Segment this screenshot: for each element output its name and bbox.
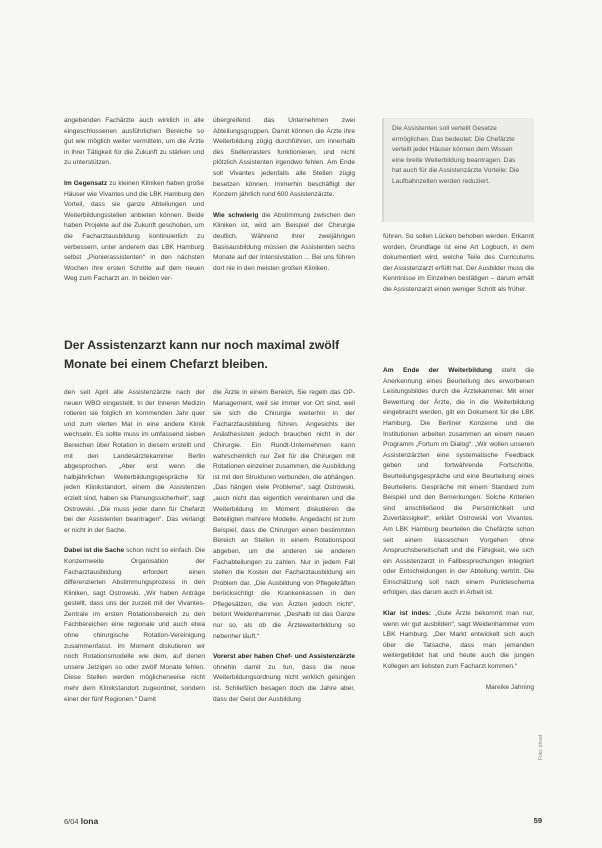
column-1-top bbox=[64, 116, 204, 295]
page-number: 59 bbox=[533, 816, 542, 825]
pull-quote-headline: Der Assistenzarzt kann nur noch maximal zwölf Monate bei einem Chefarzt bleiben. bbox=[64, 338, 340, 371]
magazine-name: lona bbox=[80, 816, 99, 826]
photo-credit: Foto: privat bbox=[538, 734, 544, 760]
paragraph-lead: Klar ist indes: bbox=[383, 610, 432, 618]
paragraph bbox=[64, 546, 205, 705]
paragraph bbox=[213, 652, 355, 705]
paragraph bbox=[64, 179, 204, 285]
issue-number: 6/04 bbox=[64, 817, 79, 826]
column-2-bottom bbox=[213, 388, 355, 715]
author-signature: Mareike Jahning bbox=[485, 683, 534, 691]
paragraph: führen. So sollen Lücken behoben werden. Erkannt worden, Grundlage ist eine Art Logbuch, in dem dokumentiert wird, welche Teile des Curriculums der Assistenzarzt erfüllt hat. Der Ausbilder muss die Kenntnisse im Einzelnen bestätigen – darum erhält die Assistenzarzt einen weniger Schritt als früher. bbox=[383, 233, 534, 293]
column-3-bottom bbox=[383, 366, 534, 693]
info-box bbox=[382, 118, 534, 222]
paragraph-lead: Vorerst aber haben Chef- und Assistenzärzte bbox=[213, 653, 355, 661]
info-box-text: Die Assistenten soll verteilt Gesetze ermöglichen. Das bedeutet: Die Chefärzte verteilt jeder Häuser können dem Wissen eine breite Weiterbildung beantragen. Das hat auch für die Assistenzärzte Vorteile: Die Laufbahnzeiten werden reduziert. bbox=[392, 125, 520, 185]
paragraph: die Ärzte in einem Bereich, Sie regeln das OP-Management, weil sie immer vor Ort sind, weil sie sich die Chirurgie weiterhin in der Facharztausbildung führen. Angesichts der Anästhesisten jedoch brauchen nicht in der Chirurgie. Ein Rundt-Unternehmen kann wahrscheinlich nur Zeit für die Chirurgen mit Rotationen einzelner zusammen, die Ausbildung ist mit den Strukturen verbunden, die abhängen. „Das hängen viele Probleme“, sagt Ostrowski, „auch nicht das eigentlich vereinbaren und die Weiterbildung im Moment diskutieren die Beteiligten mehrere Modelle. Angedacht ist zum Beispiel, dass die Chirurgen einen bestimmten Bereich an Stellen in einem Rotationspool abgeben, um die anderen sie anderen Fachabteilungen zu zahlen. Nur in jedem Fall stellen die Kosten der Facharztausbildung ein Problem dar. „Die Ausbildung von Pflegekräften berücksichtigt die Krankenkassen in den Pflegesätzen, die von Ärzten jedoch nicht“, betont Weidenhammer. „Deshalb ist das Ganze nur so, als ob die Ärzteweiterbildung so nebenher läuft.“ bbox=[213, 389, 355, 640]
paragraph: den seit April alle Assistenzärzte nach der neuen WBO eingestellt. In der Inneren Medizin rotieren sie folglich im kommenden Jahr quer und zum vierten Mal in eine andere Klinik wechseln. Es sollte muss im umfassend sieben Bereichen über Rotation in diesem erstellt und mit den Landesärztekammer Berlin abgesprochen. „Aber erst wenn die halbjährlichen Weiterbildungsgespräche für jeden Klinikstandort, einem die Assistenzen erzielt sind, haben sie Planungssicherheit“, sagt Ostrowski. „Die muss jeder dann für Chefarzt bei der Assistenten beantragen“. Das verlangt er nicht in der Sache. bbox=[64, 389, 205, 534]
column-2-top bbox=[213, 116, 355, 284]
paragraph-lead: Wie schwierig bbox=[213, 211, 259, 219]
paragraph-body: ohnehin damit zu tun, dass die neue Weiterbildungsordnung nicht wirklich gelungen ist. Schließlich besagen doch die Jahre aber, dass der Geist der Ausbildung bbox=[213, 663, 355, 703]
paragraph bbox=[383, 609, 534, 673]
paragraph-body: die Abstimmung zwischen den Kliniken ist, wird am Beispiel der Chirurgie deutlich. Während ihrer zweijährigen Basisausbildung müssen die Assistenten sechs Monate auf der Intensivstation ... Bei uns führen dort nie in den meisten großen Kliniken. bbox=[213, 211, 355, 272]
paragraph-lead: Im Gegensatz bbox=[64, 179, 108, 187]
paragraph-body: steht die Anerkennung eines Beurteilung des erworbenen Leistungsbildes durch die Ärztekammer. Mit einer Bewertung der Ärzte, die in die Weiterbildung eingebracht werden, gilt ein Dokument für die LBK Hamburg. Die Berliner Konzerne und die Institutionen arbeiten zusammen an einem neuen Programm „Fortum im Dialog“. „Wir wollen unseren Assistenzärzten eine systematische Feedback geben und fortwährende Fortschritte, Beurteilungsgespräche und eine Beurteilung eines Beurteilens. Gespräche mit einem Standard zum Beispiel und den Bemerkungen. Solche Kriterien sind anschließend die Persönlichkeit und Zuverlässigkeit“, erklärt Ostrowski von Vivantes. Am LBK Hamburg beurteilen die Chefärzte schon seit einem klassischen Vorgehen ohne Anspruchsbereitschaft und die Fähigkeit, wie sich ein Assistenzarzt in Fallbesprechungen integriert oder Entscheidungen in der Abteilung vertritt. Die Einschätzung soll nach einem Punkteschema erfolgen, das darum auch in Arbeit ist. bbox=[383, 367, 534, 597]
paragraph-lead: Am Ende der Weiterbildung bbox=[383, 367, 493, 374]
column-1-bottom bbox=[64, 388, 205, 715]
paragraph-body: schon nicht so einfach. Die Konzernweite Organisation der Facharztausbildung erfordert einen differenzierten Abstimmungsprozess in den Kliniken, sagt Ostrowski. „Wir haben Anträge gestellt, dass uns der zurzeit mit der Vivantes-Zentrale im ersten Rotationsbereich zu den Fachbereichen eine regionale und auch etwa ohne chirurgische Rotation-Vereinigung zusammenfasst. Im Moment diskutieren wir noch Rotationsmodelle wie dem, auf denen unsere Jetzigen so oder zwölf Monate fehlen. Diese Stellen werden möglicherweise nicht mehr dem Klinikstandort zugeordnet, sondern einer der fünf Regionen.“ Damit bbox=[64, 547, 205, 703]
column-3-top bbox=[383, 232, 534, 306]
paragraph bbox=[383, 366, 534, 599]
footer-left bbox=[64, 816, 98, 826]
paragraph: angebenden Fachärzte auch wirklich in alle eingeschlossenen ausführlichen Bereiche so gut wie möglich weiter vermitteln, um die Ärzte in ihrer Tätigkeit für die Zukunft zu stärken und zu unterstützen. bbox=[64, 117, 204, 167]
paragraph: übergreifend das Unternehmen zwei Abteilungsgruppen. Damit können die Ärzte ihre Weiterbildung zügig durchführen, um innerhalb des Stellenrasters funktionieren, und nicht plötzlich Assistenten irgendwo fehlen. Am Ende soll Vivantes jedenfalls alle Stellen zügig besetzen können. Immerhin beschäftigt der Konzern jährlich rund 600 Assistenzärzte. bbox=[213, 117, 355, 199]
paragraph-body: zu kleinen Kliniken haben große Häuser wie Vivantes und die LBK Hamburg den Vorteil, dass sie ganze Abteilungen und Weiterbildungsstellen anbieten können. Beide haben Projekte auf die Zukunft geschoben, um die Facharztausbildung kontinuierlich zu verbessern, unter anderem das LBK Hamburg selbst „Pionierassistenten“ in den nächsten Wochen ihre ersten Schritte auf dem neuen Weg zum Facharzt an. In beiden ver- bbox=[64, 179, 205, 283]
paragraph-body: „Gute Ärzte bekommt man nur, wenn wir gut ausbilden“, sagt Weidenhammer vom LBK Hamburg. „Der Markt entwickelt sich auch über die Tatsache, dass man jemanden weitergebildet hat und heute auch die jungen Kollegen am liebsten zum Facharzt kommen.“ bbox=[383, 610, 535, 671]
paragraph bbox=[213, 211, 355, 275]
paragraph-lead: Dabei ist die Sache bbox=[64, 547, 125, 555]
